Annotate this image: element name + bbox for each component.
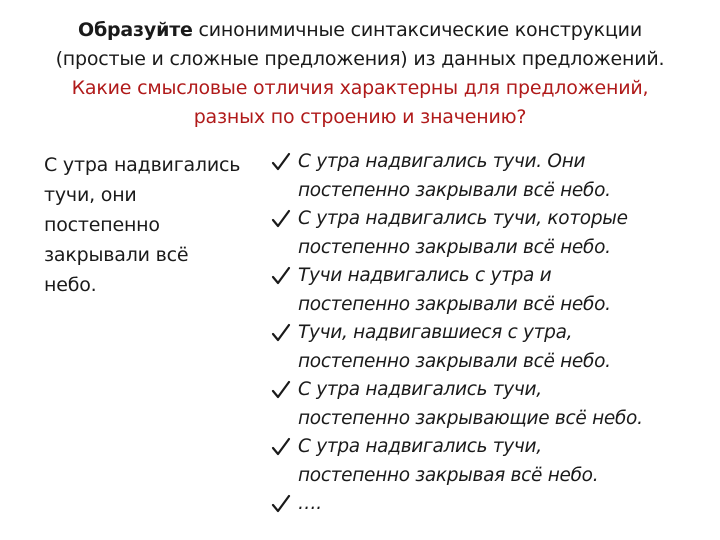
- options-list: [268, 148, 708, 519]
- option-item: [268, 376, 708, 433]
- slide-heading: [20, 16, 700, 132]
- checkmark-icon: [270, 319, 292, 347]
- question-line-2: разных по строению и значению?: [193, 106, 527, 128]
- source-line: закрывали всё: [44, 244, 189, 266]
- option-line-2: постепенно закрывая всё небо.: [298, 464, 599, 486]
- option-item: [268, 205, 708, 262]
- option-line-1: Тучи надвигались с утра и: [298, 265, 552, 286]
- option-item: [268, 490, 708, 519]
- task-line-2: (простые и сложные предложения) из данных предложений.: [55, 48, 665, 70]
- checkmark-icon: [270, 148, 292, 176]
- option-line-2: постепенно закрывали всё небо.: [298, 179, 611, 201]
- checkmark-icon: [270, 376, 292, 404]
- task-line-1-rest: синонимичные синтаксические конструкции: [192, 19, 642, 41]
- option-line-1: С утра надвигались тучи,: [298, 436, 542, 457]
- option-line-1: Тучи, надвигавшиеся с утра,: [298, 322, 573, 343]
- source-sentence: [44, 150, 264, 300]
- option-line-2: постепенно закрывали всё небо.: [298, 236, 611, 258]
- question-line-1: Какие смысловые отличия характерны для предложений,: [71, 77, 649, 99]
- source-line: небо.: [44, 274, 97, 296]
- option-line-1: С утра надвигались тучи. Они: [298, 151, 586, 172]
- option-item: [268, 262, 708, 319]
- option-item: [268, 319, 708, 376]
- option-item: [268, 148, 708, 205]
- option-line-1: С утра надвигались тучи, которые: [298, 208, 628, 229]
- checkmark-icon: [270, 490, 292, 518]
- option-line-1: ….: [298, 493, 322, 514]
- task-keyword: Образуйте: [78, 19, 193, 41]
- option-item: [268, 433, 708, 490]
- source-line: С утра надвигались: [44, 154, 241, 176]
- checkmark-icon: [270, 262, 292, 290]
- task-line-1: [20, 16, 700, 45]
- option-line-2: постепенно закрывающие всё небо.: [298, 407, 643, 429]
- option-line-2: постепенно закрывали всё небо.: [298, 293, 611, 315]
- checkmark-icon: [270, 205, 292, 233]
- source-line: постепенно: [44, 214, 160, 236]
- option-line-2: постепенно закрывали всё небо.: [298, 350, 611, 372]
- source-line: тучи, они: [44, 184, 137, 206]
- checkmark-icon: [270, 433, 292, 461]
- option-line-1: С утра надвигались тучи,: [298, 379, 542, 400]
